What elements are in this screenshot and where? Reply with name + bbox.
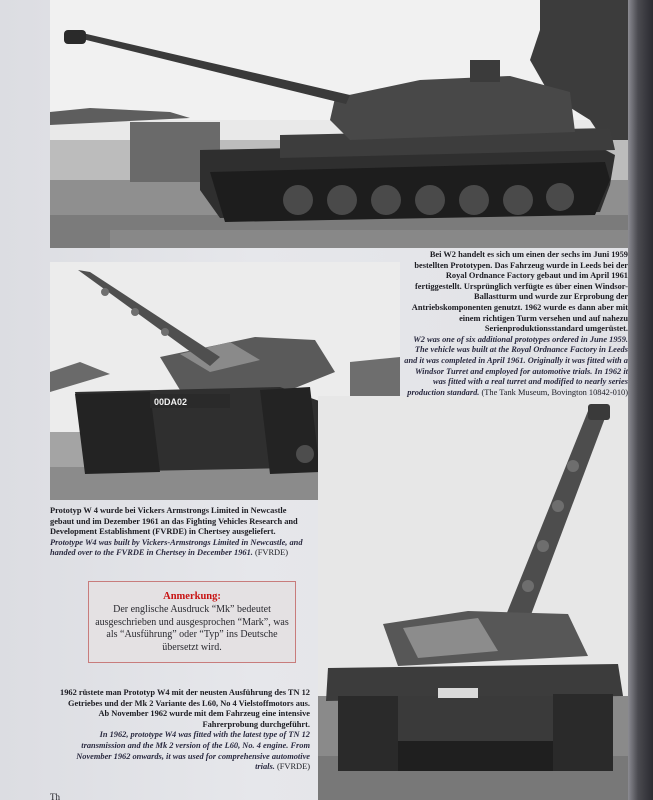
caption-w4-german: Prototyp W 4 wurde bei Vickers Armstrongs Limited in Newcastle gebaut und im Dezember 1961 an das Fighting Vehicles Research and Development Establishment (FVRDE) in Chertsey ausgeliefert. <box>50 506 298 537</box>
tank-w2-illustration <box>50 0 630 248</box>
note-title: Anmerkung: <box>163 591 221 602</box>
note-box <box>88 581 296 663</box>
caption-w4-english: Prototype W4 was built by Vickers-Armstrongs Limited in Newcastle, and handed over to the FVRDE in Chertsey in December 1961. <box>50 537 303 558</box>
note-body: Der englische Ausdruck “Mk” bedeutet ausgeschrieben und ausgesprochen “Mark”, was als “Ausführung” oder “Typ” ins Deutsche übersetzt wird. <box>95 604 289 653</box>
caption-w2 <box>404 250 628 398</box>
caption-w2-english: W2 was one of six additional prototypes ordered in June 1959. The vehicle was built at the Royal Ordnance Factory in Leeds and it was completed in April 1961. Originally it was fitted with a Windsor Turret and employed for automotive trials. In 1962 it was fitted with a real turret and modified to nearly series production standard. <box>404 334 628 397</box>
tank-w4-front-illustration <box>318 396 630 800</box>
book-spine <box>628 0 653 800</box>
caption-w4-source: (FVRDE) <box>254 548 289 558</box>
caption-1962-german: 1962 rüstete man Prototyp W4 mit der neusten Ausführung des TN 12 Getriebes und der Mk 2 Variante des L60, No 4 Vielstoffmotors aus. Ab November 1962 wurde mit dem Fahrzeug eine intensive Fahrerprobung durchgeführt. <box>60 688 310 729</box>
caption-w4-1962 <box>60 688 310 773</box>
caption-w2-german: Bei W2 handelt es sich um einen der sechs im Juni 1959 bestellten Prototypen. Das Fahrzeug wurde in Leeds bei der Royal Ordnance Factory gebaut und im April 1961 fertiggestellt. Ursprünglich verfügte es über einen Windsor-Ballastturm und wurde zur Erprobung der Antriebskomponenten genutzt. 1962 wurde es dann aber mit einem richtigen Turm versehen und auf nahezu Serienproduktionsstandard umgerüstet. <box>411 250 628 334</box>
caption-1962-source: (FVRDE) <box>276 762 310 772</box>
tank-w4-front-photo <box>318 396 630 800</box>
tank-w2-photo <box>50 0 630 248</box>
caption-1962-english: In 1962, prototype W4 was fitted with the latest type of TN 12 transmission and the Mk 2 version of the L60, No. 4 engine. From November 1962 onwards, it was used for comprehensive automotive trials. <box>76 730 310 772</box>
caption-w4 <box>50 506 312 559</box>
footer-text: Th <box>50 792 60 800</box>
tank-registration-plate: 00DA02 <box>154 397 188 407</box>
caption-w2-source: (The Tank Museum, Bovington 10842-010) <box>481 387 628 397</box>
